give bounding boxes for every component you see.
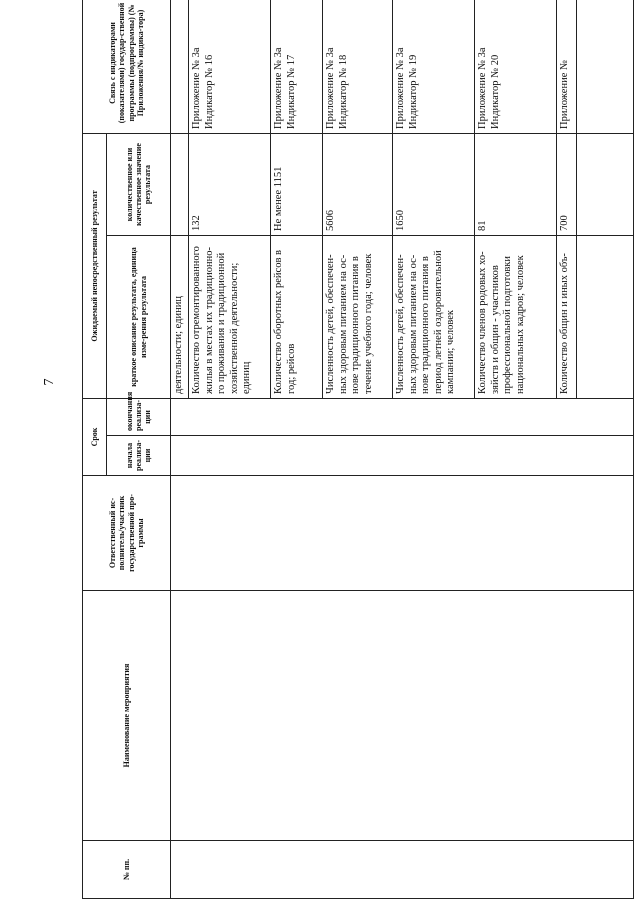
cell-result-description: Численность детей, обеспечен-ных здоровым питанием на ос-нове традиционного питания в период летней оздоровительной кампании; человек (393, 236, 475, 399)
cell-result-description: Количество отремонтированного жилья в местах их традиционно-го проживания и традиционной хозяйственной деятельности; единиц (189, 236, 271, 399)
page-number: 7 (42, 378, 57, 386)
cell-term-start (171, 436, 634, 476)
cell-result-description: Количество общин и иных объ- (557, 236, 577, 399)
header-term-start: начала реализа-ции (107, 436, 171, 476)
cell-result-value: Не менее 1151 (271, 134, 323, 236)
cell-responsible (171, 476, 634, 591)
header-responsible: Ответственный ис-полнитель/участник государственной про-граммы (83, 476, 171, 591)
table-row (171, 0, 189, 899)
cell-indicator-link: Приложение № (557, 0, 577, 134)
activities-table (82, 0, 634, 899)
header-indicator-link: Связь с индикаторами (показателями) государ-ственной программы (подпрограммы) (№ Приложения/№ индика-тора) (83, 0, 171, 134)
header-activity-name: Наименование мероприятия (83, 591, 171, 841)
cell-result-value (171, 134, 189, 236)
cell-indicator-link: Приложение № 3а Индикатор № 20 (475, 0, 557, 134)
cell-indicator-link: Приложение № 3а Индикатор № 17 (271, 0, 323, 134)
header-result-description: краткое описание результата, единица изме-рения результата (107, 236, 171, 399)
cell-indicator-link: Приложение № 3а Индикатор № 19 (393, 0, 475, 134)
cell-result-value: 132 (189, 134, 271, 236)
cell-result-value: 1650 (393, 134, 475, 236)
header-term: Срок (83, 399, 107, 476)
cell-indicator-link: Приложение № 3а Индикатор № 16 (189, 0, 271, 134)
header-result-value: количественное или качественное значение результата (107, 134, 171, 236)
rotated-table-wrapper (82, 0, 634, 899)
header-term-end: окончания реализа-ции (107, 399, 171, 436)
cell-result-value: 5606 (323, 134, 393, 236)
cell-result-description: Численность детей, обеспечен-ных здоровым питанием на ос-нове традиционного питания в течение учебного года; человек (323, 236, 393, 399)
cell-indicator-link (171, 0, 189, 134)
cell-result-value: 700 (557, 134, 577, 236)
cell-blank (577, 0, 634, 134)
cell-result-description: Количество оборотных рейсов в год; рейсов (271, 236, 323, 399)
header-expected-result: Ожидаемый непосредственный результат (83, 134, 107, 399)
cell-result-value: 81 (475, 134, 557, 236)
header-number: № пп. (83, 841, 171, 899)
cell-term-end (171, 399, 634, 436)
cell-blank (577, 134, 634, 236)
cell-number (171, 841, 634, 899)
cell-result-description: Количество членов родовых хо-зяйств и общин - участников профессиональной подготовки национальных кадров; человек (475, 236, 557, 399)
cell-result-description: деятельности; единиц (171, 236, 189, 399)
cell-indicator-link: Приложение № 3а Индикатор № 18 (323, 0, 393, 134)
cell-blank (577, 236, 634, 399)
cell-activity-name (171, 591, 634, 841)
